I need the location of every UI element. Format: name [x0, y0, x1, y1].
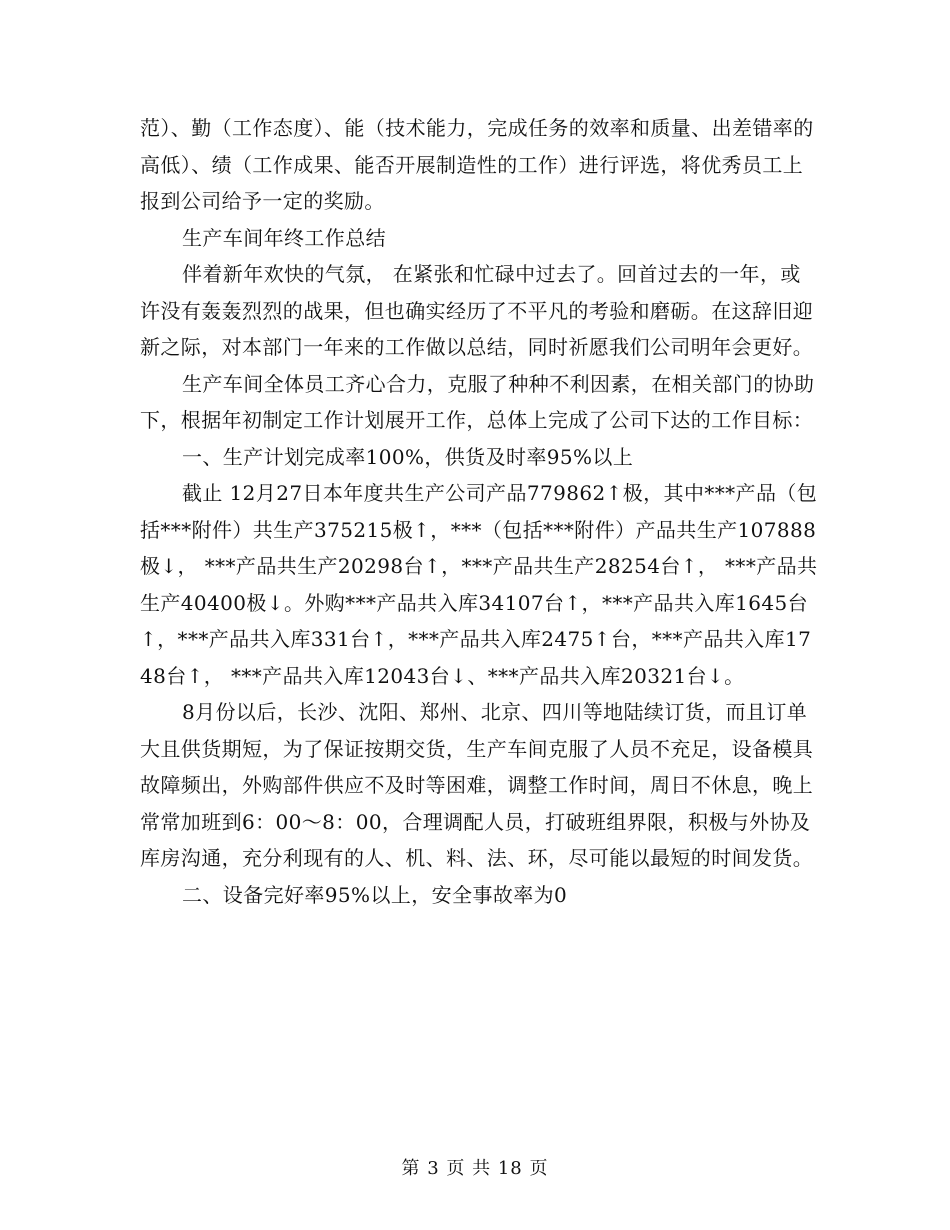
- section-heading: 生产车间年终工作总结: [182, 225, 386, 250]
- page-number-footer: 第 3 页 共 18 页: [401, 1158, 549, 1179]
- paragraph-production-figures: 截止 12月27日本年度共生产公司产品779862↑极，其中***产品（包括***附件）共生产375215极↑，***（包括***附件）产品共生产107888极↓， ***产品共生产20298台↑，***产品共生产28254台↑， ***产品共生产40400极↓。外购***产品共入库34107台↑，***产品共入库1645台↑，***产品共入库331台↑，***产品共入库2475↑台，***产品共入库1748台↑， ***产品共入库12043台↓、***产品共入库20321台↓。: [140, 481, 818, 688]
- paragraph-intro: 伴着新年欢快的气氛， 在紧张和忙碌中过去了。回首过去的一年，或许没有轰轰烈烈的战果，但也确实经历了不平凡的考验和磨砺。在这辞旧迎新之际，对本部门一年来的工作做以总结，同时祈愿我们公司明年会更好。: [140, 262, 814, 359]
- paragraph-orders: 8月份以后，长沙、沈阳、郑州、北京、四川等地陆续订货，而且订单大且供货期短，为了保证按期交货，生产车间克服了人员不充足，设备模具故障频出，外购部件供应不及时等困难，调整工作时间，周日不休息，晚上常常加班到6：00～8：00，合理调配人员，打破班组界限，积极与外协及库房沟通，充分利现有的人、机、料、法、环，尽可能以最短的时间发货。: [140, 700, 814, 870]
- paragraph-evaluation-criteria: 范）、勤（工作态度）、能（技术能力，完成任务的效率和质量、出差错率的高低）、绩（工作成果、能否开展制造性的工作）进行评选，将优秀员工上报到公司给予一定的奖励。: [140, 116, 814, 213]
- paragraph-overview: 生产车间全体员工齐心合力，克服了种种不利因素，在相关部门的协助下，根据年初制定工作计划展开工作，总体上完成了公司下达的工作目标：: [140, 371, 815, 432]
- subheading-production-plan: 一、生产计划完成率100%，供货及时率95%以上: [182, 444, 634, 469]
- document-body: [140, 110, 820, 913]
- subheading-equipment: 二、设备完好率95%以上，安全事故率为0: [182, 882, 568, 907]
